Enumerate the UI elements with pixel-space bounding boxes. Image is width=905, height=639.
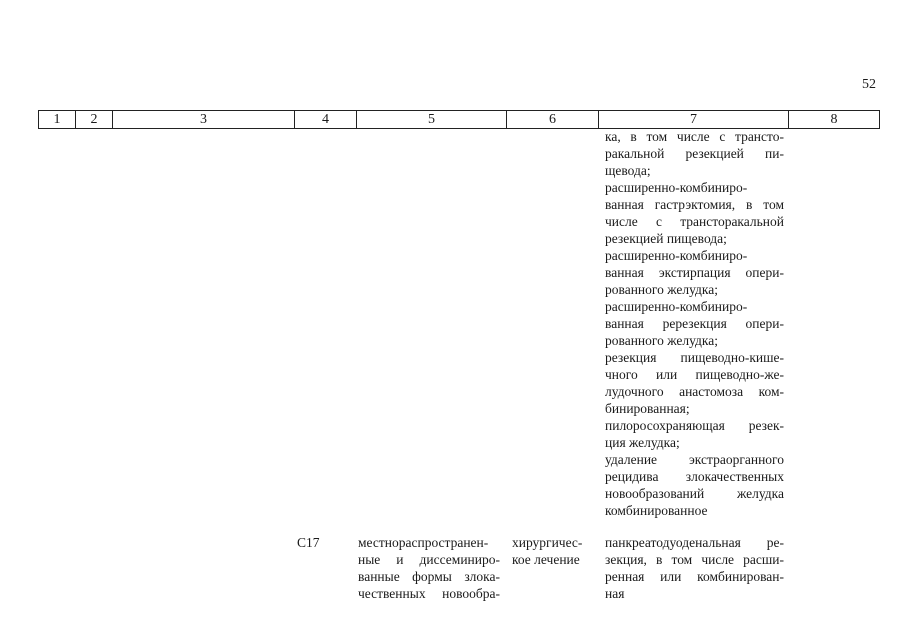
text-line: ные и диссеминиро- [358, 552, 500, 567]
column-number-header [38, 110, 880, 129]
row2-col4-code: C17 [297, 535, 320, 550]
text-line: зекция, в том числе расши- [605, 552, 784, 567]
text-line: рованного желудка; [605, 282, 718, 297]
text-line: кое лечение [512, 552, 580, 567]
header-col-3: 3 [113, 111, 295, 129]
text-line: резекцией пищевода; [605, 231, 727, 246]
text-line: рецидива злокачественных [605, 469, 784, 484]
text-line: панкреатодуоденальная ре- [605, 535, 784, 550]
text-line: ренная или комбинирован- [605, 569, 784, 584]
text-line: ная [605, 586, 625, 601]
row2-col7-text [605, 534, 784, 602]
text-line: удаление экстраорганного [605, 452, 784, 467]
header-col-2: 2 [76, 111, 113, 129]
text-line: комбинированное [605, 503, 708, 518]
text-line: ция желудка; [605, 435, 680, 450]
text-line: расширенно-комбиниро- [605, 299, 748, 314]
text-line: пилоросохраняющая резек- [605, 418, 784, 433]
text-line: лудочного анастомоза ком- [605, 384, 784, 399]
text-line: чественных новообра- [358, 586, 500, 601]
header-col-1: 1 [39, 111, 76, 129]
header-col-6: 6 [507, 111, 599, 129]
text-line: числе с трансторакальной [605, 214, 784, 229]
text-line: ванные формы злока- [358, 569, 500, 584]
text-line: местнораспространен- [358, 535, 489, 550]
row2-col6-text [512, 534, 597, 568]
text-line: расширенно-комбиниро- [605, 248, 748, 263]
col7-continuation-text [605, 128, 784, 519]
text-line: ванная гастрэктомия, в том [605, 197, 784, 212]
row2-col5-text [358, 534, 500, 602]
text-line: ванная экстирпация опери- [605, 265, 784, 280]
page-number: 52 [862, 77, 876, 92]
text-line: ванная ререзекция опери- [605, 316, 784, 331]
text-line: щевода; [605, 163, 651, 178]
text-line: бинированная; [605, 401, 690, 416]
header-col-4: 4 [295, 111, 357, 129]
text-line: новообразований желудка [605, 486, 784, 501]
header-col-8: 8 [789, 111, 880, 129]
text-line: чного или пищеводно-же- [605, 367, 784, 382]
text-line: ракальной резекцией пи- [605, 146, 784, 161]
text-line: расширенно-комбиниро- [605, 180, 748, 195]
header-col-7: 7 [599, 111, 789, 129]
header-col-5: 5 [357, 111, 507, 129]
text-line: резекция пищеводно-кише- [605, 350, 784, 365]
text-line: ка, в том числе с трансто- [605, 129, 784, 144]
text-line: хирургичес- [512, 535, 583, 550]
text-line: рованного желудка; [605, 333, 718, 348]
